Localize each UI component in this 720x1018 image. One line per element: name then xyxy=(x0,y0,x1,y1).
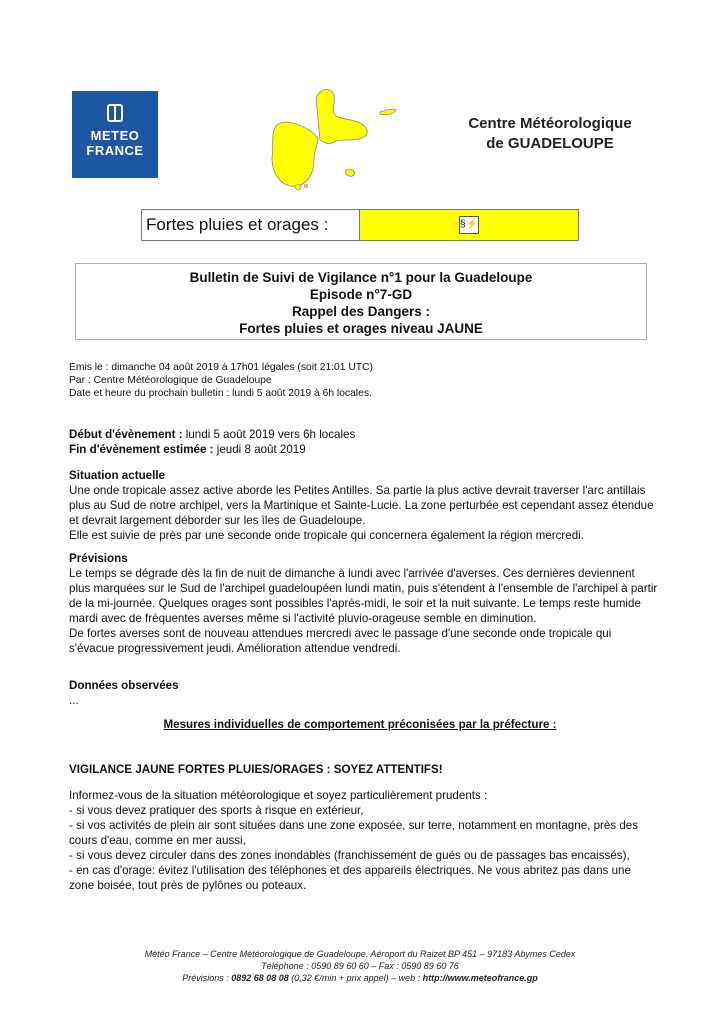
previsions-text1: Le temps se dégrade dès la fin de nuit de dimanche à lundi avec l'arrivée d'averses. Ces dernières deviennent plus marquées sur le Sud de l'archipel guadeloupéen lundi matin, puis s'étendent à l'ensemble de l'archipel à partir de la mi-journée. Quelques orages sont possibles l'après-midi, le soir et la nuit suivante. Le temps reste humide mardi avec de fréquentes averses même si l'activité pluvio-orageuse semble en diminution. xyxy=(69,567,658,625)
previsions-section xyxy=(69,551,659,656)
meteo-france-logo xyxy=(72,91,158,178)
hazard-level-yellow xyxy=(360,210,578,240)
footer-phone: 0892 68 08 08 xyxy=(231,973,289,983)
hazard-label: Fortes pluies et orages : xyxy=(142,210,360,240)
debut-value: lundi 5 août 2019 vers 6h locales xyxy=(182,428,356,441)
donnees-section xyxy=(69,678,659,708)
footer-line2: Téléphone : 0590 89 60 60 – Fax : 0590 89 60 76 xyxy=(261,961,459,971)
footer-line3 xyxy=(60,972,660,984)
footer-line1: Météo France – Centre Météorologique de Guadeloupe. Aéroport du Raizet BP 451 – 97183 Abymes Cedex xyxy=(144,949,576,959)
prochain-line: Date et heure du prochain bulletin : lundi 5 août 2019 à 6h locales. xyxy=(69,388,372,399)
vigilance-title: VIGILANCE JAUNE FORTES PLUIES/ORAGES : SOYEZ ATTENTIFS! xyxy=(69,763,443,776)
storm-icon: §⚡ xyxy=(459,216,479,234)
conseils-intro: Informez-vous de la situation météorologique et soyez particulièrement prudents : xyxy=(69,789,488,802)
conseil-item: - en cas d'orage: évitez l'utilisation des téléphones et des appareils électriques. Ne vous abritez pas dans une zone boisée, tout près de pylônes ou poteaux. xyxy=(69,864,631,892)
footer-price: (0,32 €/min + prix appel) – web : xyxy=(288,973,423,983)
donnees-text: ... xyxy=(69,694,79,707)
conseil-item: - si vous devez pratiquer des sports à risque en extérieur, xyxy=(69,804,364,817)
previsions-title: Prévisions xyxy=(69,552,128,565)
conseils-section xyxy=(69,788,659,893)
logo-mark-icon xyxy=(107,104,123,122)
debut-label: Début d'évènement : xyxy=(69,428,183,441)
emission-info xyxy=(69,361,669,400)
footer xyxy=(60,948,660,984)
situation-text2: Elle est suivie de près par une seconde onde tropicale qui concernera également la région mercredi. xyxy=(69,529,584,542)
event-dates xyxy=(69,427,669,457)
fin-row xyxy=(69,442,669,457)
bulletin-line1: Bulletin de Suivi de Vigilance n°1 pour la Guadeloupe xyxy=(189,270,533,285)
centre-line1: Centre Météorologique xyxy=(468,115,632,132)
previsions-text2: De fortes averses sont de nouveau attendues mercredi avec le passage d'une seconde onde tropicale qui s'évacue progressivement jeudi. Amélioration attendue vendredi. xyxy=(69,627,612,655)
debut-row xyxy=(69,427,669,442)
bulletin-line4: Fortes pluies et orages niveau JAUNE xyxy=(239,321,483,336)
situation-text1: Une onde tropicale assez active aborde les Petites Antilles. Sa partie la plus active devrait traverser l'arc antillais plus au Sud de notre archipel, vers la Martinique et Sainte-Lucie. La zone perturbée est cependant assez étendue et devrait largement déborder sur les îles de Guadeloupe. xyxy=(69,484,654,527)
par-line: Par : Centre Météorologique de Guadeloupe xyxy=(69,375,272,386)
centre-line2: de GUADELOUPE xyxy=(486,135,614,152)
conseil-item: - si vous devez circuler dans des zones inondables (franchissement de gués ou de passages bas encaissés), xyxy=(69,849,630,862)
footer-prev-label: Prévisions : xyxy=(182,973,232,983)
fin-value: jeudi 8 août 2019 xyxy=(213,443,306,456)
guadeloupe-map-icon xyxy=(258,80,408,195)
bulletin-title-box xyxy=(75,263,647,340)
donnees-title: Données observées xyxy=(69,679,179,692)
hazard-level-box xyxy=(141,209,579,241)
logo-line1: METEO xyxy=(90,128,140,143)
logo-line2: FRANCE xyxy=(86,143,144,158)
fin-label: Fin d'évènement estimée : xyxy=(69,443,214,456)
footer-web-link[interactable]: http://www.meteofrance.gp xyxy=(422,973,538,983)
emis-line: Emis le : dimanche 04 août 2019 à 17h01 légales (soit 21:01 UTC) xyxy=(69,362,373,373)
conseil-item: - si vos activités de plein air sont situées dans une zone exposée, sur terre, notamment en montagne, près des cours d'eau, comme en mer aussi, xyxy=(69,819,639,847)
centre-name xyxy=(436,114,664,154)
bulletin-line3: Rappel des Dangers : xyxy=(291,304,431,319)
mesures-title: Mesures individuelles de comportement préconisées par la préfecture : xyxy=(163,718,557,731)
bulletin-line2: Episode n°7-GD xyxy=(309,287,413,302)
situation-title: Situation actuelle xyxy=(69,469,165,482)
situation-section xyxy=(69,468,659,543)
